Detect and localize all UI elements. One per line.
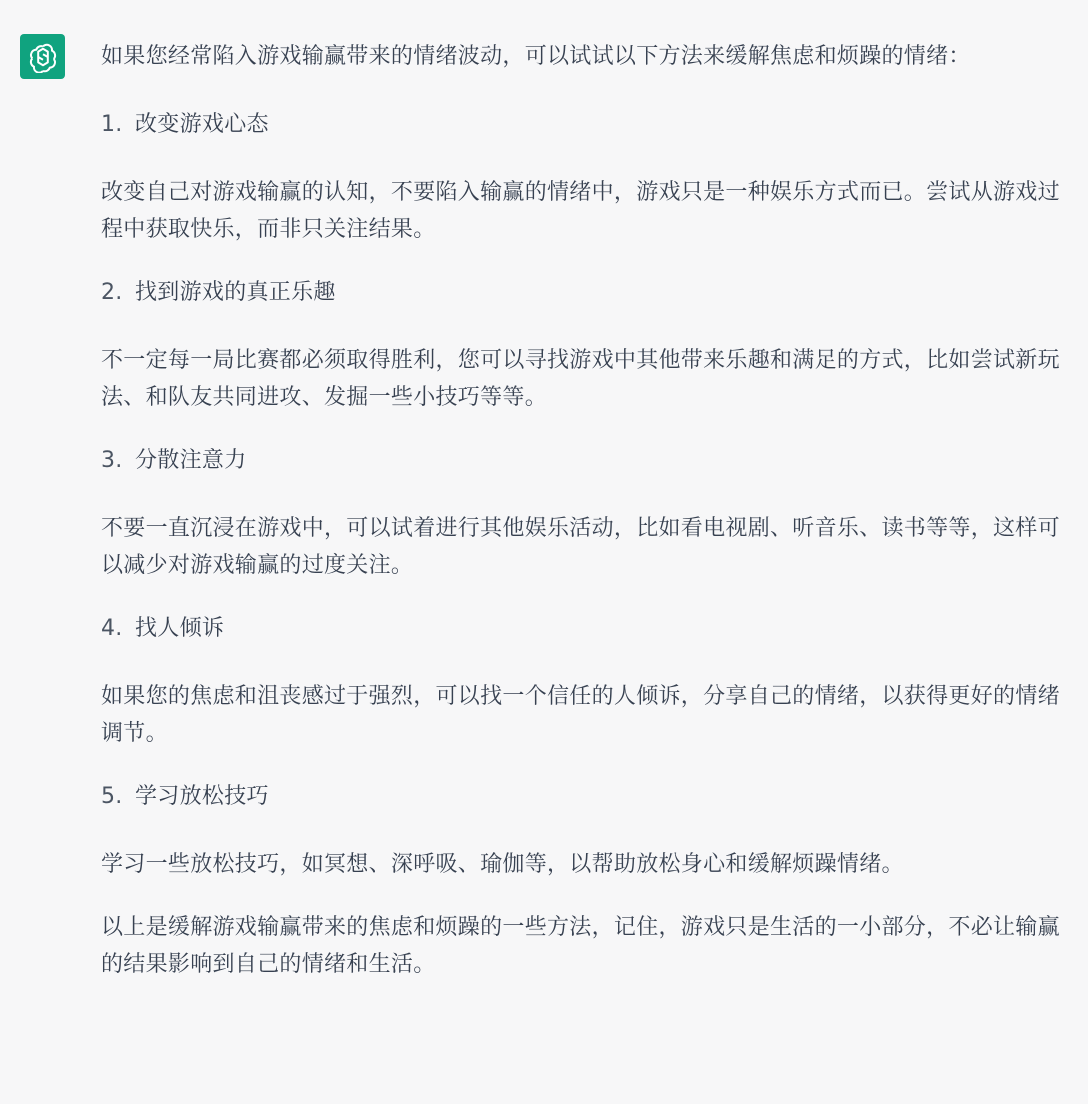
- list-title: 改变游戏心态: [135, 112, 269, 137]
- list-number: 2.: [101, 280, 123, 305]
- list-number: 5.: [101, 784, 123, 809]
- list-title: 分散注意力: [135, 448, 247, 473]
- list-item-body: 不一定每一局比赛都必须取得胜利，您可以寻找游戏中其他带来乐趣和满足的方式，比如尝试新玩法、和队友共同进攻、发掘一些小技巧等等。: [101, 348, 1060, 410]
- list-title: 找到游戏的真正乐趣: [135, 280, 336, 305]
- list-item-heading: [101, 442, 1071, 479]
- list-number: 3.: [101, 448, 123, 473]
- list-item-body: 如果您的焦虑和沮丧感过于强烈，可以找一个信任的人倾诉，分享自己的情绪，以获得更好的情绪调节。: [101, 684, 1060, 746]
- list-item-body: 改变自己对游戏输赢的认知，不要陷入输赢的情绪中，游戏只是一种娱乐方式而已。尝试从游戏过程中获取快乐，而非只关注结果。: [101, 180, 1060, 242]
- assistant-avatar: [20, 34, 65, 79]
- conclusion-text: 以上是缓解游戏输赢带来的焦虑和烦躁的一些方法，记住，游戏只是生活的一小部分，不必让输赢的结果影响到自己的情绪和生活。: [101, 915, 1060, 977]
- list-item-body: 学习一些放松技巧，如冥想、深呼吸、瑜伽等，以帮助放松身心和缓解烦躁情绪。: [101, 852, 904, 877]
- list-item-heading: [101, 610, 1071, 647]
- openai-logo-icon: [27, 41, 59, 73]
- list-title: 找人倾诉: [135, 616, 225, 641]
- list-item-heading: [101, 778, 1071, 815]
- list-item-heading: [101, 106, 1071, 143]
- message-content: [101, 38, 1071, 1009]
- list-number: 1.: [101, 112, 123, 137]
- list-number: 4.: [101, 616, 123, 641]
- list-item-heading: [101, 274, 1071, 311]
- intro-text: 如果您经常陷入游戏输赢带来的情绪波动，可以试试以下方法来缓解焦虑和烦躁的情绪：: [101, 44, 971, 69]
- list-title: 学习放松技巧: [135, 784, 269, 809]
- list-item-body: 不要一直沉浸在游戏中，可以试着进行其他娱乐活动，比如看电视剧、听音乐、读书等等，这样可以减少对游戏输赢的过度关注。: [101, 516, 1060, 578]
